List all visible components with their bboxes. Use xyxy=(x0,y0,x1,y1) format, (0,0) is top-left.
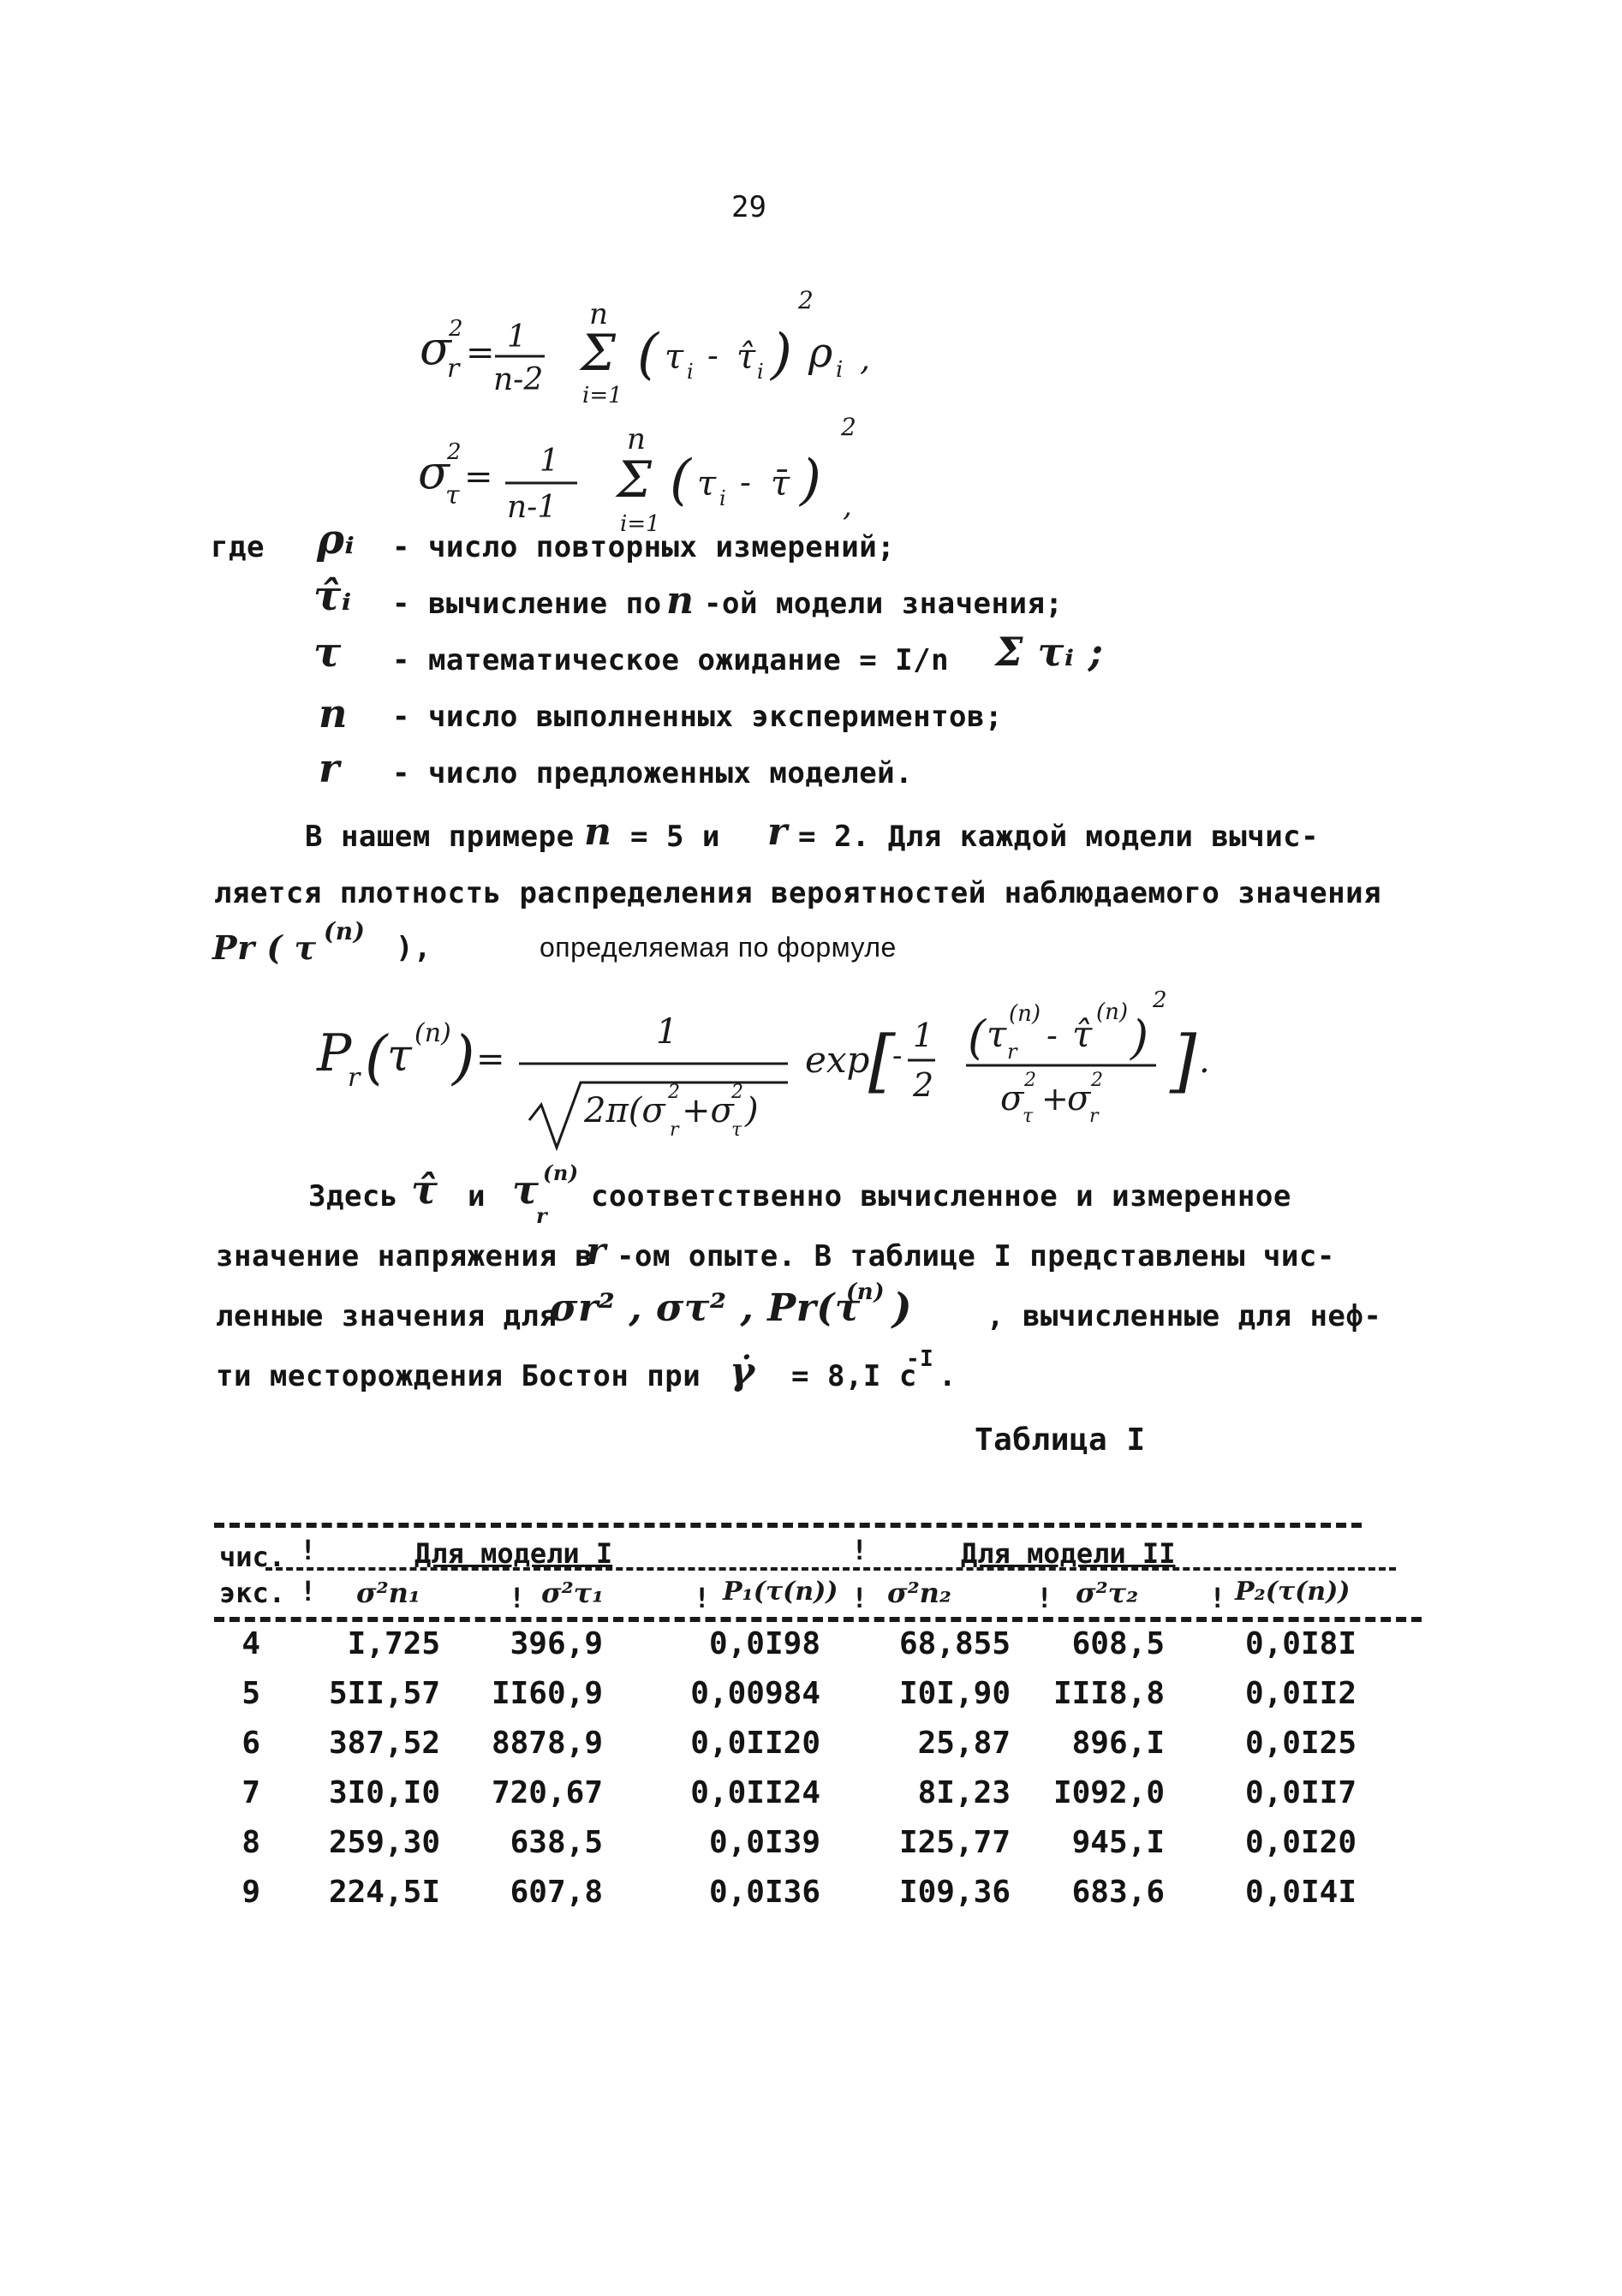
svg-text:τ: τ xyxy=(731,1119,742,1141)
svg-text:τ̂: τ̂ xyxy=(1072,1013,1093,1055)
symbol-r: r xyxy=(319,745,340,791)
table-rule-header xyxy=(214,1617,1422,1622)
table-cell: 0,0II7 xyxy=(1244,1775,1357,1810)
svg-text:(n): (n) xyxy=(1096,999,1129,1025)
svg-text:2π(σ: 2π(σ xyxy=(584,1091,665,1130)
header-sigma-tau1: σ²τ₁ xyxy=(541,1577,605,1609)
svg-text:τ: τ xyxy=(665,337,684,377)
svg-text:): ) xyxy=(800,449,821,512)
svg-text:τ̄: τ̄ xyxy=(771,464,790,504)
table-cell: I092,0 xyxy=(1053,1775,1165,1810)
formula-sigma-r xyxy=(411,283,942,411)
svg-text:1: 1 xyxy=(507,319,527,355)
svg-text:2: 2 xyxy=(449,316,463,342)
separator: ! xyxy=(851,1534,868,1566)
svg-text:τ: τ xyxy=(697,464,717,504)
svg-text:τ̂: τ̂ xyxy=(736,337,756,377)
text: Здесь xyxy=(308,1179,398,1214)
data-table xyxy=(214,1516,1430,1910)
formula-sigma-tau xyxy=(403,411,933,540)
symbol-n: n xyxy=(666,579,695,623)
svg-text:(: ( xyxy=(365,1024,388,1092)
formula-density xyxy=(308,976,1336,1165)
svg-text:i=1: i=1 xyxy=(620,511,660,537)
symbol-tau-hat: τ̂ xyxy=(411,1166,438,1213)
symbol-n: n xyxy=(584,810,612,854)
svg-text:): ) xyxy=(1130,1011,1149,1065)
table-cell: 9 xyxy=(242,1875,260,1910)
svg-text:τ: τ xyxy=(387,1030,412,1082)
text: ти месторождения Бостон при xyxy=(216,1359,701,1393)
svg-text:τ: τ xyxy=(445,480,460,510)
svg-text:2: 2 xyxy=(447,439,462,465)
table-cell: 607,8 xyxy=(510,1875,603,1910)
separator: ! xyxy=(509,1582,526,1614)
table-cell: 0,00984 xyxy=(690,1676,820,1711)
header-p2: P₂(τ(n)) xyxy=(1235,1577,1351,1607)
symbol-tau: τ xyxy=(313,629,342,677)
text: , вычисленные для неф- xyxy=(987,1299,1382,1333)
svg-text:2: 2 xyxy=(731,1082,743,1103)
table-cell: 0,0II20 xyxy=(690,1726,820,1761)
symbol-n: n xyxy=(319,690,348,737)
sum-tail: Σ τᵢ ; xyxy=(995,629,1104,675)
table-cell: 0,0I25 xyxy=(1244,1726,1357,1761)
svg-text:r: r xyxy=(1089,1106,1099,1127)
superscript-n: (n) xyxy=(846,1279,886,1305)
symbol-r: r xyxy=(767,810,788,854)
table-cell: III8,8 xyxy=(1053,1676,1165,1711)
svg-text:r: r xyxy=(348,1063,361,1093)
table-cell: 0,0I98 xyxy=(708,1626,820,1661)
table-cell: 387,52 xyxy=(328,1726,440,1761)
table-cell: I25,77 xyxy=(898,1825,1011,1860)
formula-inline: σr² , στ² , Pr(τ xyxy=(550,1286,861,1330)
header-sigma-n1: σ²n₁ xyxy=(356,1577,420,1609)
header-p1: P₁(τ(n)) xyxy=(723,1577,838,1607)
svg-text:i: i xyxy=(719,486,726,510)
svg-text:r: r xyxy=(1007,1040,1017,1064)
svg-text:i=1: i=1 xyxy=(582,383,623,409)
table-cell: 945,I xyxy=(1071,1825,1165,1860)
svg-text:]: ] xyxy=(1170,1021,1197,1100)
where-text: - число выполненных экспериментов; xyxy=(392,700,1003,734)
table-cell: 396,9 xyxy=(510,1626,603,1661)
svg-text:n-1: n-1 xyxy=(507,490,558,525)
table-cell: 683,6 xyxy=(1071,1875,1165,1910)
symbol-r: r xyxy=(586,1230,606,1273)
text: = 5 и xyxy=(630,820,720,854)
svg-text:(: ( xyxy=(968,1011,987,1065)
where-text: - число предложенных моделей. xyxy=(392,756,914,790)
text: -ом опыте. В таблице I представлены чис- xyxy=(617,1239,1335,1273)
table-cell: 0,0I4I xyxy=(1244,1875,1357,1910)
svg-text:2: 2 xyxy=(1153,987,1167,1013)
svg-text:1: 1 xyxy=(656,1012,678,1052)
svg-text:2: 2 xyxy=(668,1082,680,1103)
text: . xyxy=(939,1359,957,1393)
table-cell: 259,30 xyxy=(328,1825,440,1860)
svg-text:=: = xyxy=(466,333,495,373)
superscript-n: (n) xyxy=(543,1160,579,1185)
svg-text:n: n xyxy=(589,297,608,331)
table-cell: 608,5 xyxy=(1071,1626,1165,1661)
svg-text:τ: τ xyxy=(1023,1106,1034,1127)
table-cell: 5II,57 xyxy=(328,1676,440,1711)
svg-text:-: - xyxy=(892,1039,903,1073)
svg-text:.: . xyxy=(1199,1041,1210,1081)
pr-tau: Pr ( τ xyxy=(212,928,317,967)
header-col0-b: экс. xyxy=(219,1577,286,1609)
table-cell: 720,67 xyxy=(491,1775,603,1810)
table-cell: 3I0,I0 xyxy=(328,1775,440,1810)
svg-text:1: 1 xyxy=(540,444,559,479)
separator: ! xyxy=(694,1582,711,1614)
table-cell: 8878,9 xyxy=(491,1726,603,1761)
svg-text:σ: σ xyxy=(420,321,451,375)
text: и xyxy=(468,1179,486,1214)
superscript-n: (n) xyxy=(324,917,366,945)
symbol-tau-hat: τ̂ᵢ xyxy=(313,572,352,620)
table-cell: 0,0II24 xyxy=(690,1775,820,1810)
text: соответственно вычисленное и измеренное xyxy=(591,1179,1291,1214)
header-sigma-n2: σ²n₂ xyxy=(887,1577,951,1609)
svg-text:σ: σ xyxy=(418,445,450,499)
svg-text:ρ: ρ xyxy=(808,329,833,377)
svg-text:,: , xyxy=(860,340,871,378)
table-cell: 5 xyxy=(242,1676,260,1711)
svg-text:1: 1 xyxy=(913,1017,934,1054)
table-cell: 638,5 xyxy=(510,1825,603,1860)
where-text: - вычисление по xyxy=(392,587,662,621)
table-caption: Таблица I xyxy=(975,1422,1146,1458)
svg-text:n-2: n-2 xyxy=(493,362,544,397)
svg-text:(: ( xyxy=(670,449,691,512)
where-label: где xyxy=(211,530,265,564)
where-text: - число повторных измерений; xyxy=(392,530,896,564)
svg-text:-: - xyxy=(740,463,751,501)
table-cell: 8I,23 xyxy=(917,1775,1011,1810)
table-cell: 8 xyxy=(242,1825,260,1860)
table-cell: 6 xyxy=(242,1726,260,1761)
svg-text:(n): (n) xyxy=(414,1018,451,1048)
svg-text:σ: σ xyxy=(1067,1079,1091,1118)
table-cell: II60,9 xyxy=(491,1676,603,1711)
table-cell: 0,0II2 xyxy=(1244,1676,1357,1711)
symbol-tau: τ xyxy=(512,1166,540,1213)
svg-text:i: i xyxy=(836,357,844,383)
table-cell: 25,87 xyxy=(917,1726,1011,1761)
svg-text:(: ( xyxy=(637,323,659,386)
header-group-model-2: Для модели II xyxy=(961,1537,1176,1570)
table-cell: I0I,90 xyxy=(898,1676,1011,1711)
svg-text:2: 2 xyxy=(1024,1070,1036,1091)
separator: ! xyxy=(300,1575,317,1607)
subscript-r: r xyxy=(536,1203,548,1228)
table-cell: I09,36 xyxy=(898,1875,1011,1910)
table-cell: I,725 xyxy=(347,1626,440,1661)
paragraph-1-line-2: ляется плотность распределения вероятностей наблюдаемого значения xyxy=(214,876,1382,910)
where-text: -ой модели значения; xyxy=(704,587,1064,621)
svg-text:): ) xyxy=(745,1091,759,1130)
svg-text:r: r xyxy=(447,354,460,384)
svg-text:2: 2 xyxy=(913,1066,934,1104)
svg-text:(n): (n) xyxy=(1009,1001,1041,1027)
svg-text:+: + xyxy=(1041,1080,1069,1118)
table-cell: 68,855 xyxy=(898,1626,1011,1661)
table-cell: 4 xyxy=(242,1626,260,1661)
separator: ! xyxy=(300,1534,317,1566)
svg-text:-: - xyxy=(707,337,719,374)
table-cell: 0,0I8I xyxy=(1244,1626,1357,1661)
svg-text:2: 2 xyxy=(841,413,856,441)
text: = 2. Для каждой модели вычис- xyxy=(798,820,1320,854)
table-cell: 0,0I39 xyxy=(708,1825,820,1860)
text: = 8,I c xyxy=(791,1359,917,1393)
svg-text:σ: σ xyxy=(1000,1079,1024,1118)
header-sigma-tau2: σ²τ₂ xyxy=(1076,1577,1139,1609)
svg-text:2: 2 xyxy=(1091,1070,1103,1091)
separator: ! xyxy=(1209,1582,1226,1614)
svg-text:-: - xyxy=(1047,1017,1058,1054)
page-number: 29 xyxy=(731,190,766,224)
separator: ! xyxy=(851,1582,868,1614)
svg-text:n: n xyxy=(627,422,646,456)
svg-text:=: = xyxy=(476,1040,505,1079)
superscript: -I xyxy=(906,1346,934,1372)
svg-text:=: = xyxy=(464,457,493,497)
where-text: - математическое ожидание = I/n xyxy=(392,643,950,677)
svg-text:P: P xyxy=(317,1023,352,1083)
table-cell: 7 xyxy=(242,1775,260,1810)
svg-text:): ) xyxy=(452,1024,475,1092)
header-group-model-1: Для модели I xyxy=(414,1537,613,1570)
header-col0-a: чис. xyxy=(219,1541,286,1573)
table-cell: 0,0I36 xyxy=(708,1875,820,1910)
table-cell: 224,5I xyxy=(328,1875,440,1910)
svg-text:+σ: +σ xyxy=(682,1091,734,1130)
svg-text:r: r xyxy=(670,1119,679,1141)
svg-text:Σ: Σ xyxy=(581,324,617,382)
separator: ! xyxy=(1036,1582,1053,1614)
symbol-gamma-dot: γ̇ xyxy=(730,1350,755,1393)
text: В нашем примере xyxy=(305,820,575,854)
svg-text:[: [ xyxy=(868,1021,896,1100)
svg-text:i: i xyxy=(757,360,764,384)
table-cell: 896,I xyxy=(1071,1726,1165,1761)
svg-text:i: i xyxy=(687,360,694,384)
table-rule-top xyxy=(214,1523,1362,1528)
text: ), xyxy=(396,931,432,965)
symbol-rho: ρᵢ xyxy=(317,516,355,564)
svg-text:2: 2 xyxy=(798,286,814,314)
text: ленные значения для xyxy=(216,1299,558,1333)
svg-text:Σ: Σ xyxy=(617,450,653,509)
paren: ) xyxy=(892,1285,913,1333)
svg-text:,: , xyxy=(843,489,852,523)
svg-text:exp: exp xyxy=(805,1039,870,1081)
svg-text:): ) xyxy=(771,323,792,386)
table-cell: 0,0I20 xyxy=(1244,1825,1357,1860)
text: определяемая по формуле xyxy=(540,932,897,963)
text: значение напряжения в xyxy=(216,1239,593,1273)
svg-text:τ: τ xyxy=(987,1013,1007,1055)
